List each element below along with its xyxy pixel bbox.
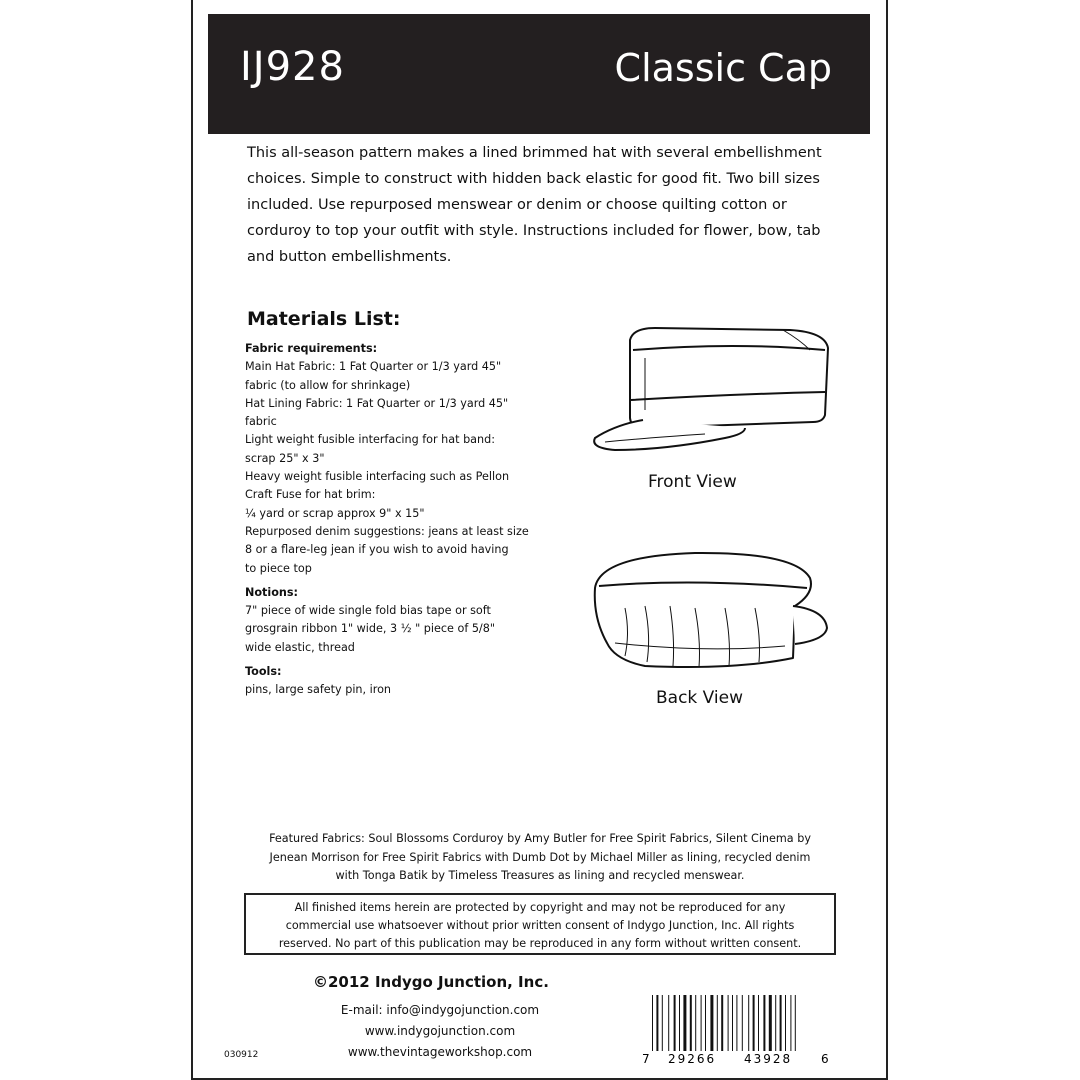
copyright-notice-box	[244, 893, 836, 955]
fabric-line: scrap 25" x 3"	[245, 451, 325, 465]
barcode-group1: 29266	[668, 1052, 717, 1065]
tools-line: pins, large safety pin, iron	[245, 683, 392, 697]
copyright-line: commercial use whatsoever without prior written consent of Indygo Junction, Inc. All rights	[285, 919, 795, 932]
fabric-line: fabric	[245, 415, 277, 429]
fabric-line: Repurposed denim suggestions: jeans at least size	[245, 524, 529, 538]
website-line: www.indygojunction.com	[364, 1024, 516, 1038]
featured-fabrics-note	[240, 830, 840, 886]
front-view-label: Front View	[648, 472, 737, 492]
cap-front-illustration	[585, 320, 835, 460]
cap-back-illustration	[585, 548, 835, 678]
fabric-line: 8 or a flare-leg jean if you wish to avoid having	[245, 543, 509, 557]
print-code: 030912	[224, 1050, 259, 1060]
pattern-code: IJ928	[240, 44, 345, 90]
upc-barcode	[640, 993, 830, 1065]
header-banner	[208, 14, 870, 134]
materials-heading: Materials List:	[247, 308, 401, 330]
company-copyright: ©2012 Indygo Junction, Inc.	[313, 973, 549, 991]
intro-paragraph: This all-season pattern makes a lined brimmed hat with several embellishment choices. Simple to construct with hidden back elastic for good fit. Two bill sizes included. Use repurposed menswear or denim or choose quilting cotton or corduroy to top your outfit with style. Instructions included for flower, bow, tab and button embellishments.	[247, 145, 822, 265]
notions-line: grosgrain ribbon 1" wide, 3 ½ " piece of 5/8"	[245, 622, 495, 636]
back-view-label: Back View	[656, 688, 744, 708]
fabric-line: Main Hat Fabric: 1 Fat Quarter or 1/3 yard 45"	[245, 360, 502, 374]
fabric-line: Light weight fusible interfacing for hat band:	[245, 433, 495, 447]
contact-info	[320, 1000, 560, 1063]
email-line: E-mail: info@indygojunction.com	[340, 1003, 540, 1017]
tools-heading: Tools:	[245, 665, 282, 679]
copyright-line: reserved. No part of this publication may be reproduced in any form without written consent.	[278, 937, 802, 950]
fabric-line: ¼ yard or scrap approx 9" x 15"	[245, 506, 425, 520]
barcode-left-digit: 7	[642, 1052, 650, 1065]
fabric-line: Hat Lining Fabric: 1 Fat Quarter or 1/3 yard 45"	[245, 396, 509, 410]
fabric-line: fabric (to allow for shrinkage)	[245, 378, 411, 392]
website-line: www.thevintageworkshop.com	[347, 1045, 533, 1059]
notions-line: wide elastic, thread	[245, 640, 355, 654]
notions-heading: Notions:	[245, 585, 299, 599]
barcode-group2: 43928	[744, 1052, 793, 1065]
fabric-line: Craft Fuse for hat brim:	[245, 488, 376, 502]
pattern-title: Classic Cap	[614, 46, 832, 90]
fabric-line: Heavy weight fusible interfacing such as Pellon	[245, 470, 510, 484]
fabric-heading: Fabric requirements:	[245, 342, 378, 355]
featured-line: with Tonga Batik by Timeless Treasures as lining and recycled menswear.	[335, 869, 745, 882]
copyright-line: All finished items herein are protected by copyright and may not be reproduced for any	[294, 901, 786, 914]
featured-line: Jenean Morrison for Free Spirit Fabrics with Dumb Dot by Michael Miller as lining, recycled denim	[269, 850, 811, 864]
featured-line: Featured Fabrics: Soul Blossoms Corduroy by Amy Butler for Free Spirit Fabrics, Silent Cinema by	[269, 832, 811, 845]
materials-list	[245, 340, 555, 700]
barcode-right-digit: 6	[821, 1052, 829, 1065]
notions-line: 7" piece of wide single fold bias tape or soft	[245, 604, 491, 618]
fabric-line: to piece top	[245, 561, 312, 575]
